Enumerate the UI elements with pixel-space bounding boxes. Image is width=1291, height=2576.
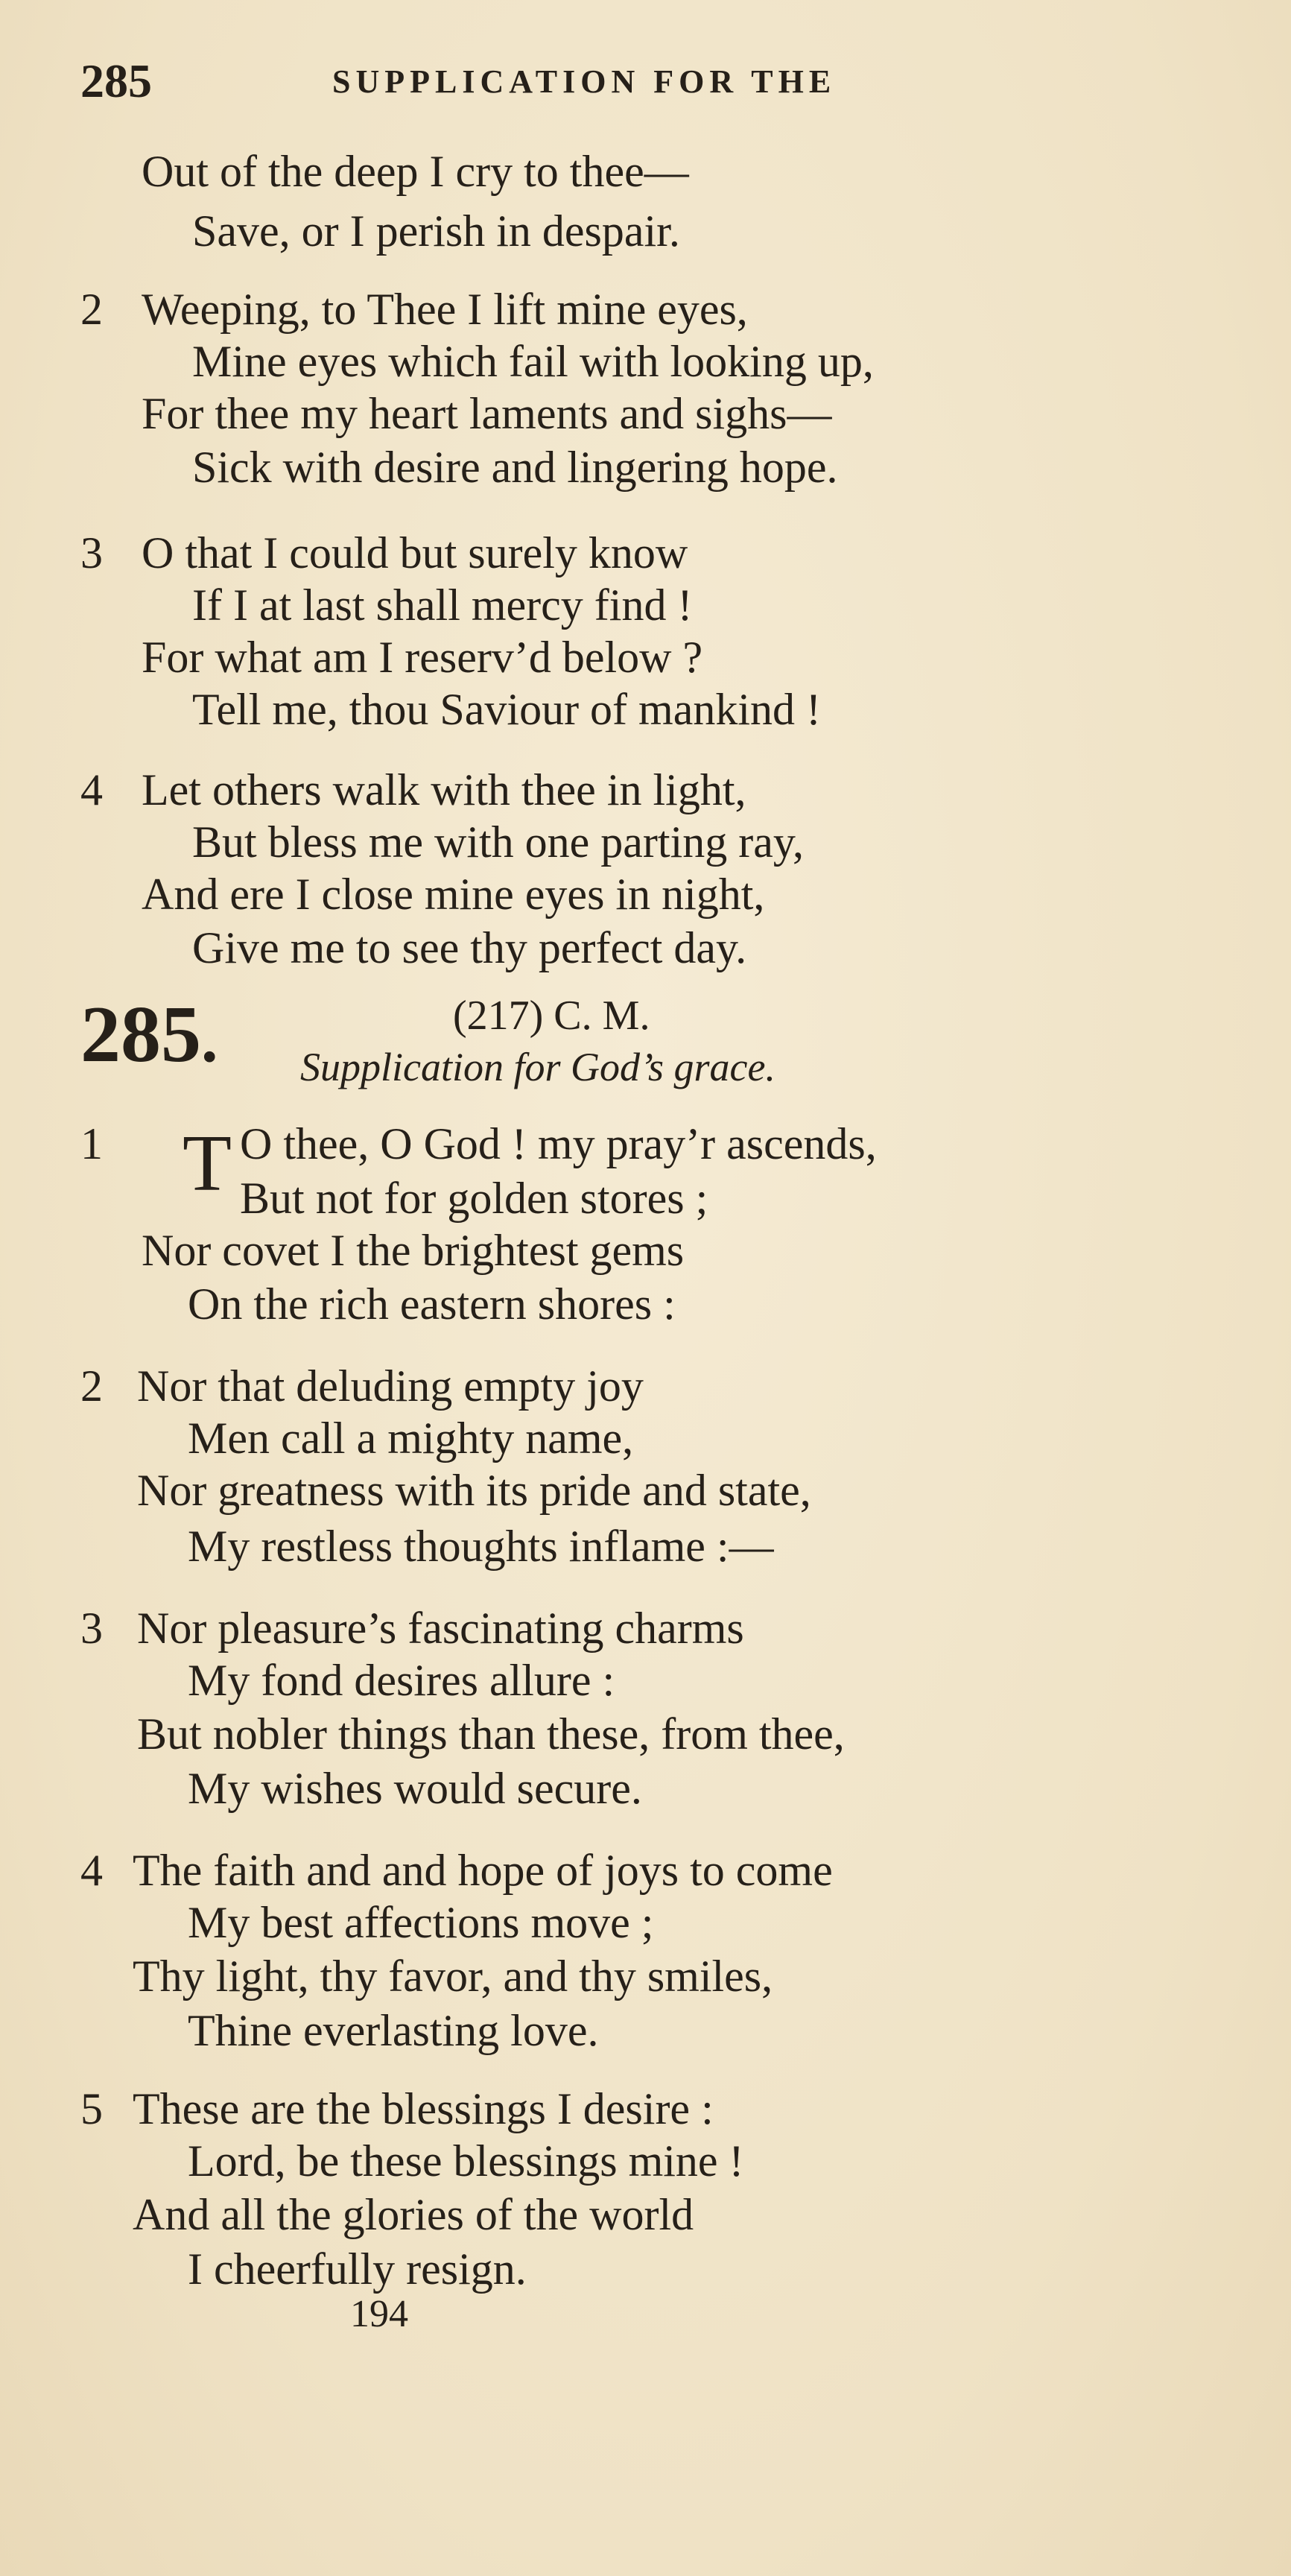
verse-line: Weeping, to Thee I lift mine eyes, — [142, 285, 748, 334]
verse-line: These are the blessings I desire : — [133, 2084, 714, 2133]
verse-line: My best affections move ; — [188, 1898, 654, 1947]
verse-line: O thee, O God ! my pray’r ascends, — [240, 1119, 877, 1168]
verse-line: But bless me with one parting ray, — [192, 817, 804, 867]
verse-line: If I at last shall mercy find ! — [192, 580, 693, 630]
running-title: SUPPLICATION FOR THE — [332, 63, 837, 100]
verse-line: But nobler things than these, from thee, — [137, 1709, 845, 1759]
hymn-number-text: 285 — [80, 990, 201, 1079]
verse-line: Nor covet I the brightest gems — [142, 1226, 685, 1275]
verse-line: O that I could but surely know — [142, 528, 688, 577]
stanza-number: 2 — [80, 1361, 103, 1411]
verse-line: I cheerfully resign. — [188, 2244, 527, 2294]
verse-line: Sick with desire and lingering hope. — [192, 443, 838, 492]
verse-line: Lord, be these blessings mine ! — [188, 2136, 744, 2186]
verse-line: Let others walk with thee in light, — [142, 765, 746, 814]
verse-line: My fond desires allure : — [188, 1656, 615, 1705]
verse-line: Men call a mighty name, — [188, 1414, 634, 1463]
verse-line: Nor greatness with its pride and state, — [137, 1466, 811, 1515]
stanza-number: 4 — [80, 1846, 103, 1895]
verse-line: Thy light, thy favor, and thy smiles, — [133, 1952, 773, 2001]
hymn-subtitle: Supplication for God’s grace. — [300, 1045, 775, 1089]
stanza-number: 2 — [80, 285, 103, 334]
verse-line: But not for golden stores ; — [240, 1174, 708, 1223]
page-number: 285 — [80, 54, 152, 107]
stanza-number: 3 — [80, 528, 103, 577]
verse-line: And all the glories of the world — [133, 2190, 694, 2239]
stanza-number: 3 — [80, 1604, 103, 1653]
verse-line: For what am I reserv’d below ? — [142, 633, 703, 682]
verse-line: On the rich eastern shores : — [188, 1279, 676, 1329]
verse-line: Save, or I perish in despair. — [192, 206, 680, 256]
page-header — [80, 54, 1198, 121]
verse-line: Thine everlasting love. — [188, 2006, 599, 2055]
stanza-number: 5 — [80, 2084, 103, 2133]
verse-line: The faith and and hope of joys to come — [133, 1846, 833, 1895]
drop-cap: T — [183, 1119, 232, 1208]
verse-line: My restless thoughts inflame :— — [188, 1522, 774, 1571]
hymn-meter: (217) C. M. — [453, 993, 650, 1039]
stanza-number: 1 — [80, 1119, 103, 1168]
verse-line: Give me to see thy perfect day. — [192, 923, 747, 972]
stanza-number: 4 — [80, 765, 103, 814]
verse-line: Tell me, thou Saviour of mankind ! — [192, 685, 821, 734]
verse-line: Out of the deep I cry to thee— — [142, 147, 689, 196]
verse-line: Mine eyes which fail with looking up, — [192, 337, 874, 386]
verse-line: My wishes would secure. — [188, 1764, 642, 1813]
hymn-number: 285. — [80, 990, 218, 1079]
verse-line: And ere I close mine eyes in night, — [142, 870, 765, 919]
verse-line: Nor that deluding empty joy — [137, 1361, 644, 1411]
verse-line: For thee my heart laments and sighs— — [142, 389, 832, 438]
printer-signature: 194 — [350, 2293, 408, 2335]
verse-line: Nor pleasure’s fascinating charms — [137, 1604, 744, 1653]
